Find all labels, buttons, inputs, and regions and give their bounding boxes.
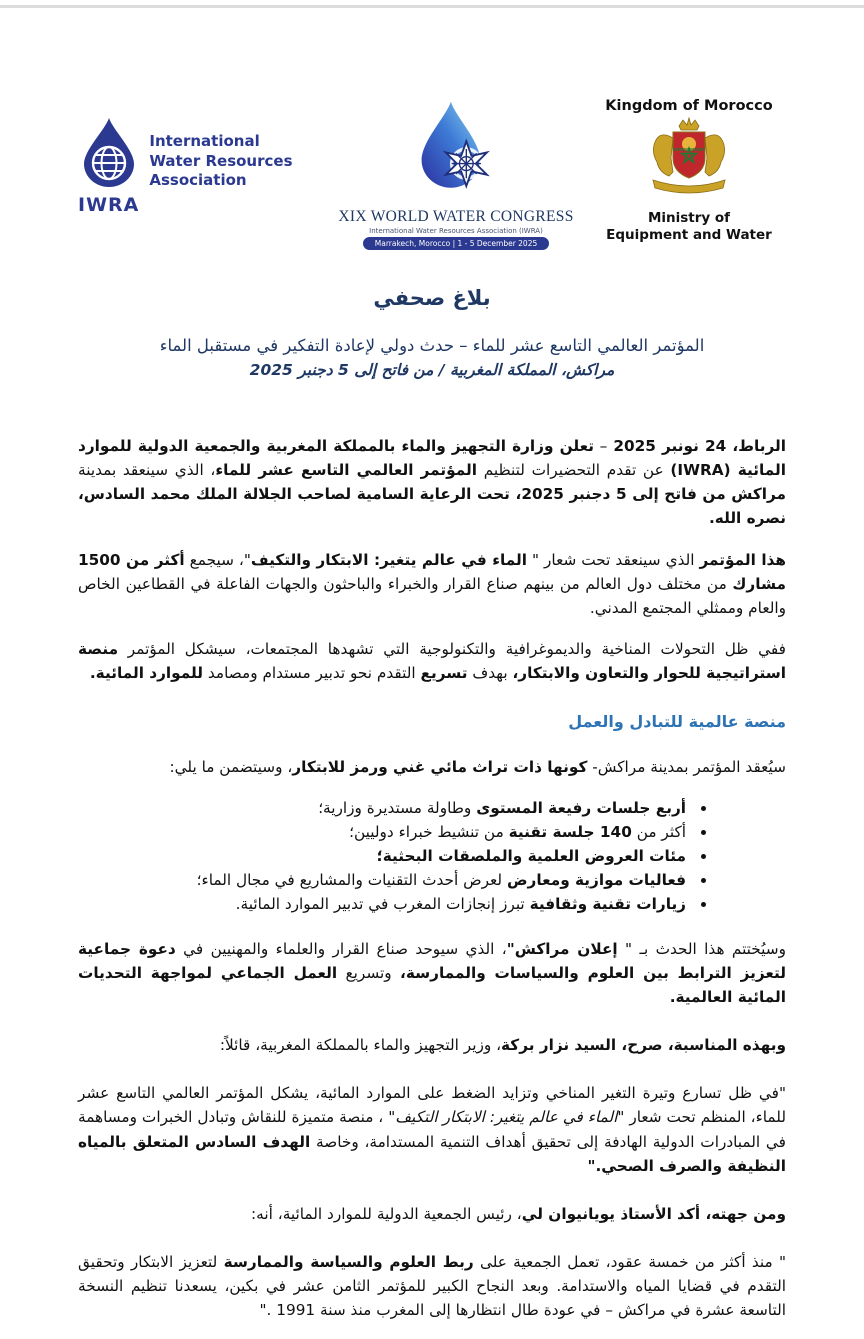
text-segment: أكثر من 1500 مشارك: [78, 550, 786, 593]
paragraph: [78, 1250, 786, 1322]
iwra-drop-globe-icon: [80, 116, 138, 192]
bullet-item: [78, 844, 690, 868]
bullet-item: [78, 796, 690, 820]
paragraph: [78, 1033, 786, 1057]
morocco-coat-of-arms-icon: [629, 118, 749, 204]
text-segment: زيارات تقنية وثقافية: [529, 895, 686, 914]
paragraph: [78, 637, 786, 685]
text-segment: من تنشيط خبراء دوليين؛: [349, 822, 509, 841]
ministry-line1: Ministry of: [647, 210, 731, 226]
text-segment: أكثر من: [631, 822, 686, 841]
morocco-ministry-logo: [584, 98, 794, 244]
bullet-list: [78, 796, 786, 917]
paragraph: [78, 1202, 786, 1226]
congress-title: XIX WORLD WATER CONGRESS: [338, 208, 574, 225]
text-segment: ، الذي سيوحد صناع القرار والعلماء والمهنيين في: [175, 939, 507, 958]
iwra-logo: [78, 116, 328, 216]
document-dateline: مراكش، المملكة المغربية / من فاتح إلى 5 دجنبر 2025: [249, 361, 615, 379]
congress-subtitle: International Water Resources Association (IWRA): [369, 227, 543, 235]
text-segment: أربع جلسات رفيعة المستوى: [476, 798, 686, 817]
iwra-name-line1: International: [149, 132, 260, 150]
ministry-label: [606, 210, 772, 244]
congress-date-banner: Marrakech, Morocco | 1 - 5 December 2025: [363, 237, 550, 250]
bullet-item: [78, 820, 690, 844]
text-segment: تعلن وزارة التجهيز والماء بالمملكة المغربية والجمعية الدولية للموارد المائية (IWRA): [78, 437, 786, 480]
text-segment: "الماء في عالم يتغير: الابتكار التكيف": [388, 1108, 625, 1127]
text-segment: ومن جهته، أكد الأستاذ يويانيوان لي: [521, 1204, 786, 1223]
text-segment: عن تقدم التحضيرات لتنظيم: [477, 461, 671, 480]
text-segment: فعاليات موازية ومعارض: [506, 871, 686, 890]
paragraph: [78, 755, 786, 779]
text-segment: ": [587, 1156, 596, 1175]
text-segment: منصة استراتيجية للحوار والتعاون والابتكار،: [78, 640, 786, 683]
text-segment: مراكش من فاتح إلى 5 دجنبر 2025: [521, 485, 787, 504]
text-segment: وبهذه المناسبة، صرح، السيد نزار بركة: [501, 1036, 786, 1055]
press-release-title: بلاغ صحفي: [373, 286, 491, 310]
text-segment: ، وسيتضمن ما يلي:: [169, 757, 293, 776]
iwra-name-line3: Association: [149, 171, 247, 189]
text-segment: "في ظل تسارع وتيرة التغير المناخي وتزايد الضغط على الموارد المائية، يشكل المؤتمر العالمي التاسع عشر للماء، المنظم تحت شعار: [78, 1084, 786, 1127]
text-segment: للموارد المائية.: [89, 664, 203, 683]
text-segment: وتسريع: [337, 963, 401, 982]
text-segment: –: [593, 437, 608, 455]
ministry-line2: Equipment and Water: [606, 226, 772, 243]
bullet-item: [78, 892, 690, 916]
page-top-divider: [0, 5, 864, 8]
iwra-drop-block: [78, 116, 139, 216]
text-segment: ، وزير التجهيز والماء بالمملكة المغربية، قائلاً:: [219, 1036, 502, 1055]
text-segment: إعلان مراكش": [506, 939, 618, 958]
text-segment: الهدف السادس المتعلق بالمياه النظيفة والصرف الصحي.: [78, 1132, 786, 1175]
text-segment: كونها ذات تراث مائي غني ورمز للابتكار: [292, 757, 588, 776]
text-segment: مئات العروض العلمية والملصقات البحثية؛: [376, 847, 686, 866]
body-content: [78, 434, 786, 1339]
congress-logo: [331, 98, 581, 250]
text-segment: " منذ أكثر من خمسة عقود، تعمل الجمعية على: [473, 1253, 786, 1272]
text-segment: وسيُختتم هذا الحدث بـ ": [617, 939, 786, 958]
text-segment: هذا المؤتمر: [699, 550, 787, 569]
text-segment: "، سيجمع: [184, 550, 251, 569]
iwra-abbr: IWRA: [78, 194, 140, 216]
text-segment: لعرض أحدث التقنيات والمشاريع في مجال الماء؛: [196, 871, 507, 890]
header-logos: [78, 98, 794, 250]
text-segment: العمل الجماعي لمواجهة التحديات المائية العالمية.: [78, 963, 786, 1006]
text-segment: سيُعقد المؤتمر بمدينة مراكش-: [587, 757, 786, 776]
text-segment: ، الذي سينعقد بمدينة: [78, 461, 216, 480]
kingdom-of-morocco-label: Kingdom of Morocco: [605, 98, 773, 114]
text-segment: ربط العلوم والسياسة والممارسة: [223, 1253, 474, 1272]
text-segment: لتعزيز الابتكار وتحقيق التقدم في قضايا المياه والاستدامة. وبعد النجاح الكبير للمؤتمر الثامن عشر في بكين، يسعدنا تنظيم النسخة التاسعة عشرة في مراكش – في عودة طال انتظارها إلى المغرب منذ سنة 1991 .": [78, 1253, 786, 1320]
text-segment: تسريع: [420, 664, 468, 683]
iwra-name-line2: Water Resources: [149, 151, 293, 170]
paragraph: [78, 434, 786, 531]
text-segment: بهدف: [467, 664, 513, 683]
text-segment: الماء في عالم يتغير: الابتكار والتكيف: [250, 550, 528, 569]
text-segment: ، منصة متميزة للنقاش وتبادل الخبرات ومساهمة في المبادرات الدولية الهادفة إلى تحقيق أهداف التنمية المستدامة، وخاصة: [78, 1108, 786, 1151]
paragraph: [78, 1081, 786, 1178]
text-segment: تبرز إنجازات المغرب في تدبير الموارد المائية.: [235, 895, 530, 914]
text-segment: وطاولة مستديرة وزارية؛: [318, 798, 477, 817]
text-segment: المؤتمر العالمي التاسع عشر للماء: [215, 461, 478, 480]
text-segment: دعوة جماعية لتعزيز الترابط بين العلوم والسياسات والممارسة،: [78, 939, 786, 982]
text-segment: من مختلف دول العالم من بينهم صناع القرار والخبراء والباحثون والجهات الفاعلة في القطاعين الخاص والعام وممثلي المجتمع المدني.: [78, 574, 786, 617]
text-segment: 140 جلسة تقنية: [508, 822, 632, 841]
paragraph: [78, 548, 786, 620]
paragraph: [78, 937, 786, 1009]
iwra-name: [149, 132, 292, 191]
bullet-item: [78, 868, 690, 892]
text-segment: ففي ظل التحولات المناخية والديموغرافية والتكنولوجية التي تشهدها المجتمعات، سيشكل المؤتمر: [118, 640, 786, 659]
document-subtitle: المؤتمر العالمي التاسع عشر للماء – حدث دولي لإعادة التفكير في مستقبل الماء: [159, 336, 705, 355]
section-heading: منصة عالمية للتبادل والعمل: [568, 712, 786, 732]
congress-drop-icon: [413, 98, 499, 204]
title-block: [78, 286, 786, 379]
text-segment: ، رئيس الجمعية الدولية للموارد المائية، أنه:: [251, 1204, 522, 1223]
text-segment: الرباط، 24 نونبر 2025: [607, 437, 787, 455]
text-segment: ، تحت الرعاية السامية لصاحب الجلالة الملك محمد السادس، نصره الله.: [78, 485, 786, 528]
text-segment: التقدم نحو تدبير مستدام ومصامد: [203, 664, 421, 683]
text-segment: الذي سينعقد تحت شعار ": [527, 550, 700, 569]
